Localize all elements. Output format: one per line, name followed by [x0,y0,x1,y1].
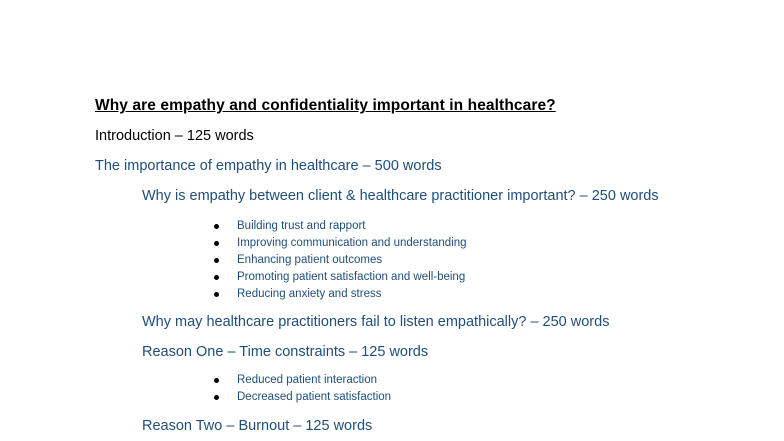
reason-one-heading: Reason One – Time constraints – 125 words [142,344,429,360]
list-item [214,286,467,303]
why-empathy-bullet-list [214,218,467,303]
fail-to-listen-subheading: Why may healthcare practitioners fail to listen empathically? – 250 words [142,314,610,330]
list-item [214,389,391,406]
list-item-text: Decreased patient satisfaction [237,391,392,403]
bullet-icon [214,395,219,400]
reason-one-bullet-list [214,372,391,406]
list-item-text: Promoting patient satisfaction and well-being [237,271,466,283]
why-empathy-subheading: Why is empathy between client & healthcare practitioner important? – 250 words [142,188,659,204]
list-item-text: Reducing anxiety and stress [237,288,382,300]
list-item [214,218,467,235]
list-item [214,235,467,252]
bullet-icon [214,258,219,263]
bullet-icon [214,224,219,229]
reason-two-heading: Reason Two – Burnout – 125 words [142,418,373,434]
bullet-icon [214,275,219,280]
list-item [214,252,467,269]
empathy-section-heading: The importance of empathy in healthcare – 500 words [95,158,442,174]
list-item-text: Enhancing patient outcomes [237,254,383,266]
list-item-text: Improving communication and understanding [237,237,467,249]
introduction-heading: Introduction – 125 words [95,128,254,144]
list-item [214,269,467,286]
bullet-icon [214,241,219,246]
list-item-text: Reduced patient interaction [237,374,378,386]
bullet-icon [214,292,219,297]
slide-title: Why are empathy and confidentiality important in healthcare? [95,97,556,114]
list-item [214,372,391,389]
bullet-icon [214,378,219,383]
list-item-text: Building trust and rapport [237,220,366,232]
